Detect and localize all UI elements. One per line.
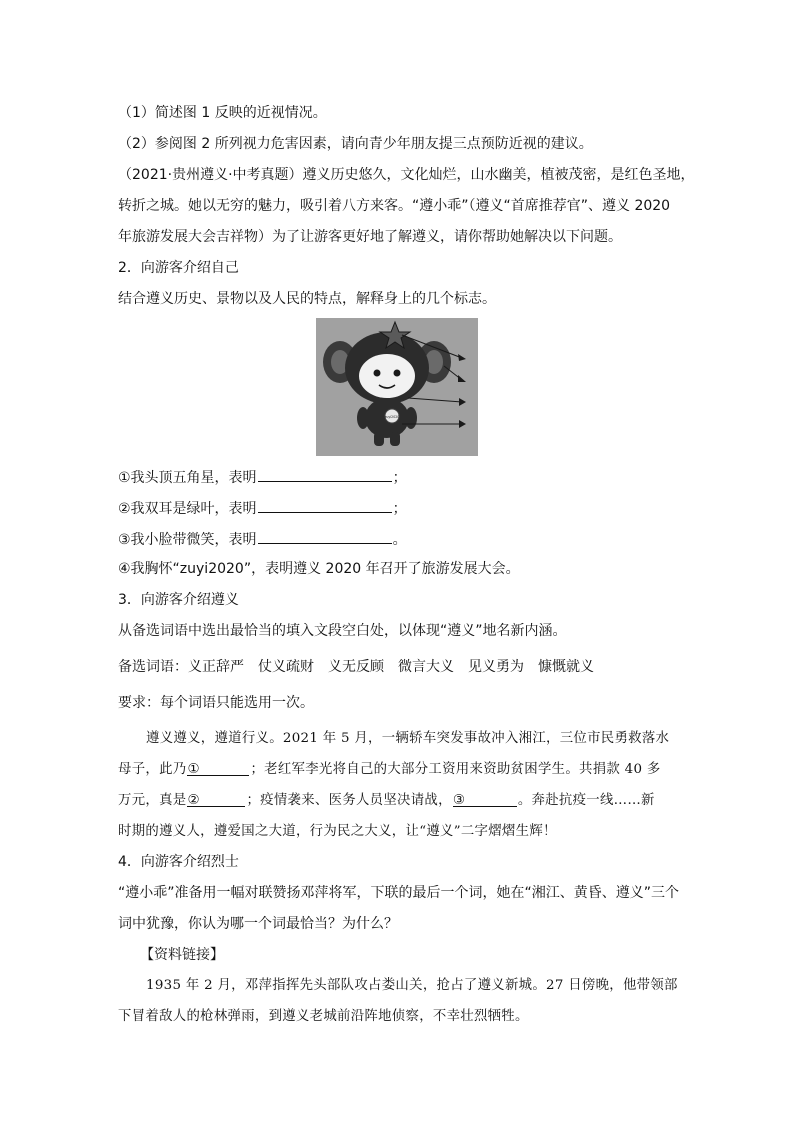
intro-line-3: 年旅游发展大会吉祥物）为了让游客更好地了解遵义，请你帮助她解决以下问题。 [118,229,622,245]
q4-link-label: 【资料链接】 [140,947,224,963]
q3-requirement: 要求：每个词语只能选用一次。 [118,695,314,711]
q2-item-3 [118,528,678,550]
q3-passage-3a: 万元，真是 [118,793,187,808]
option-6: 慷慨就义 [538,659,594,675]
passage-mark-2: ② [187,793,200,808]
option-4: 微言大义 [398,659,454,675]
q2-item-3-prefix: ③我小脸带微笑，表明 [118,532,257,548]
answer-blank-3[interactable] [258,528,392,544]
q4-material-line-1: 1935 年 2 月，邓萍指挥先头部队攻占娄山关，抢占了遵义新城。27 日傍晚，他带领部 [146,978,678,993]
q2-prompt: 结合遵义历史、景物以及人民的特点，解释身上的几个标志。 [118,291,496,307]
q4-heading: 4．向游客介绍烈士 [118,854,239,870]
passage-blank-1[interactable] [187,760,249,776]
q2-item-2-suffix: ； [392,501,407,517]
q4-line-1: “遵小乖”准备用一幅对联赞扬邓萍将军，下联的最后一个词，她在“湘江、黄昏、遵义”三个 [118,885,680,901]
q3-passage-line-2 [118,760,678,780]
q3-heading: 3．向游客介绍遵义 [118,592,239,608]
q3-options-label: 备选词语： [118,659,188,675]
passage-mark-1: ① [187,762,200,777]
q3-passage-line-1: 遵义遵义，遵道行义。2021 年 5 月，一辆轿车突发事故冲入湘江，三位市民勇救落水 [146,731,670,746]
q3-options [118,657,678,677]
passage-blank-3[interactable] [453,791,517,807]
answer-blank-1[interactable] [258,466,392,482]
q2-item-1 [118,466,678,488]
q3-passage-3c: 。奔赴抗疫一线……新 [517,793,655,808]
q4-material-line-2: 下冒着敌人的枪林弹雨，到遵义老城前沿阵地侦察，不幸壮烈牺牲。 [118,1009,529,1024]
passage-mark-3: ③ [452,793,466,808]
q3-passage-line-4: 时期的遵义人，遵爱国之大道，行为民之大义，让“遵义”二字熠熠生辉！ [118,824,557,839]
q4-line-2: 词中犹豫，你认为哪一个词最恰当？为什么？ [118,916,398,932]
q3-prompt: 从备选词语中选出最恰当的填入文段空白处，以体现“遵义”地名新内涵。 [118,623,567,639]
passage-blank-2[interactable] [187,791,245,807]
mascot-image [316,318,478,456]
mascot-badge-text: zuyi2020 [384,415,400,419]
q2-item-1-suffix: ； [392,470,407,486]
option-5: 见义勇为 [468,659,524,675]
q3-passage-3b: ；疫情袭来、医务人员坚决请战， [246,793,452,808]
q2-item-3-suffix: 。 [392,532,407,548]
q2-item-1-prefix: ①我头顶五角星，表明 [118,470,257,486]
option-2: 仗义疏财 [258,659,314,675]
option-1: 义正辞严 [188,659,244,675]
q3-passage-2a: 母子，此乃 [118,762,187,777]
q1-sub1: （1）简述图 1 反映的近视情况。 [118,105,327,121]
q2-item-4: ④我胸怀“zuyi2020”，表明遵义 2020 年召开了旅游发展大会。 [118,561,520,577]
q2-item-2-prefix: ②我双耳是绿叶，表明 [118,501,257,517]
q2-heading: 2．向游客介绍自己 [118,260,239,276]
q3-passage-line-3 [118,791,678,811]
q2-item-2 [118,497,678,519]
option-3: 义无反顾 [328,659,384,675]
q3-passage-2b: ；老红军李光将自己的大部分工资用来资助贫困学生。共捐款 40 多 [250,762,661,777]
q1-sub2: （2）参阅图 2 所列视力危害因素，请向青少年朋友提三点预防近视的建议。 [118,136,593,152]
intro-line-2: 转折之城。她以无穷的魅力，吸引着八方来客。“遵小乖”（遵义“首席推荐官”、遵义 2020 [118,198,671,214]
intro-line-1: （2021·贵州遵义·中考真题）遵义历史悠久，文化灿烂，山水幽美，植被茂密，是红色圣地， [118,167,695,183]
answer-blank-2[interactable] [258,497,392,513]
mascot-figure [316,318,478,456]
